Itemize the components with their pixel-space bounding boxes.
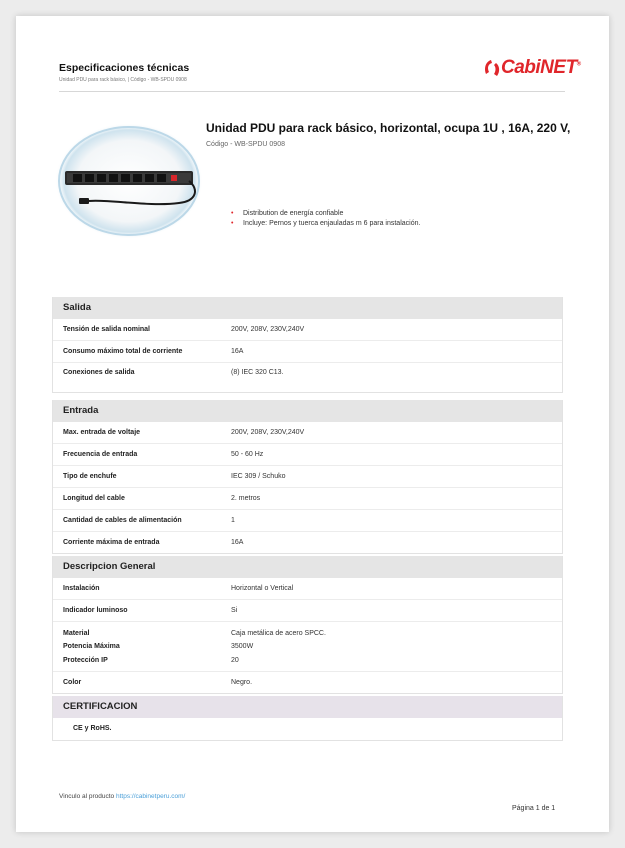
entrada-section bbox=[52, 400, 563, 554]
row-label: Instalación bbox=[63, 585, 100, 592]
general-section bbox=[52, 556, 563, 694]
salida-header: Salida bbox=[53, 297, 562, 319]
row-value: Horizontal o Vertical bbox=[231, 585, 294, 592]
document-subtitle: Unidad PDU para rack básico, | Código - WB-SPDU 0908 bbox=[59, 77, 187, 83]
product-link[interactable]: https://cabinetperu.com/ bbox=[115, 793, 186, 800]
row-label: Conexiones de salida bbox=[63, 369, 135, 376]
row-value: IEC 309 / Schuko bbox=[231, 473, 286, 480]
row-value: 200V, 208V, 230V,240V bbox=[231, 326, 305, 333]
table-row bbox=[53, 466, 562, 488]
row-label: Frecuencia de entrada bbox=[63, 451, 138, 458]
row-label: Material bbox=[63, 630, 90, 637]
row-label: Longitud del cable bbox=[63, 495, 125, 502]
feature-item: • Incluye: Pernos y tuerca enjauladas m 6 para instalación. bbox=[231, 219, 420, 229]
pdu-product-image bbox=[49, 119, 209, 239]
table-row bbox=[53, 488, 562, 510]
table-row bbox=[53, 341, 562, 363]
row-label: Cantidad de cables de alimentación bbox=[63, 517, 182, 524]
document-title: Especificaciones técnicas bbox=[59, 62, 190, 74]
entrada-header: Entrada bbox=[53, 400, 562, 422]
table-row bbox=[53, 578, 562, 600]
product-link-line bbox=[59, 793, 185, 800]
row-value: Caja metálica de acero SPCC. bbox=[231, 630, 326, 637]
table-row bbox=[53, 319, 562, 341]
row-label: Indicador luminoso bbox=[63, 607, 128, 614]
row-value: 16A bbox=[231, 539, 244, 546]
row-value: 2. metros bbox=[231, 495, 261, 502]
table-row bbox=[53, 444, 562, 466]
salida-section bbox=[52, 297, 563, 393]
product-code: Código - WB-SPDU 0908 bbox=[206, 141, 285, 148]
certificacion-value: CE y RoHS. bbox=[73, 725, 112, 732]
general-header: Descripcion General bbox=[53, 556, 562, 578]
row-value: 16A bbox=[231, 348, 244, 355]
table-row bbox=[53, 622, 562, 672]
row-value: 1 bbox=[231, 517, 235, 524]
logo-mark-icon bbox=[482, 57, 502, 81]
row-label: Protección IP bbox=[63, 657, 108, 664]
table-row bbox=[53, 600, 562, 622]
certificacion-header: CERTIFICACION bbox=[53, 696, 562, 718]
row-value: 20 bbox=[231, 657, 239, 664]
row-label: Potencia Máxima bbox=[63, 643, 120, 650]
page-number: Página 1 de 1 bbox=[512, 805, 556, 812]
spec-sheet-page bbox=[16, 16, 609, 832]
feature-list bbox=[231, 209, 420, 229]
logo-registered-mark: ® bbox=[576, 61, 581, 68]
row-value: Si bbox=[231, 607, 238, 614]
row-label: Tipo de enchufe bbox=[63, 473, 117, 480]
row-value: 3500W bbox=[231, 643, 254, 650]
row-value: 200V, 208V, 230V,240V bbox=[231, 429, 305, 436]
table-row bbox=[53, 532, 562, 553]
row-label: Tensión de salida nominal bbox=[63, 326, 150, 333]
row-label: Color bbox=[63, 679, 82, 686]
header-divider bbox=[59, 91, 565, 92]
table-row bbox=[53, 363, 562, 392]
table-row bbox=[53, 510, 562, 532]
product-title: Unidad PDU para rack básico, horizontal, ocupa 1U , 16A, 220 V, bbox=[206, 121, 571, 135]
row-label: Corriente máxima de entrada bbox=[63, 539, 160, 546]
table-row bbox=[53, 672, 562, 693]
row-value: 50 - 60 Hz bbox=[231, 451, 264, 458]
row-label: Max. entrada de voltaje bbox=[63, 429, 141, 436]
logo-text: CabiNET bbox=[501, 57, 577, 78]
feature-item: • Distribution de energía confiable bbox=[231, 209, 420, 219]
table-row bbox=[53, 422, 562, 444]
row-value: (8) IEC 320 C13. bbox=[231, 369, 284, 376]
product-link-label: Vinculo al producto bbox=[59, 793, 115, 800]
certificacion-section bbox=[52, 696, 563, 741]
cabinet-logo bbox=[482, 54, 581, 84]
row-value: Negro. bbox=[231, 679, 253, 686]
row-label: Consumo máximo total de corriente bbox=[63, 348, 183, 355]
